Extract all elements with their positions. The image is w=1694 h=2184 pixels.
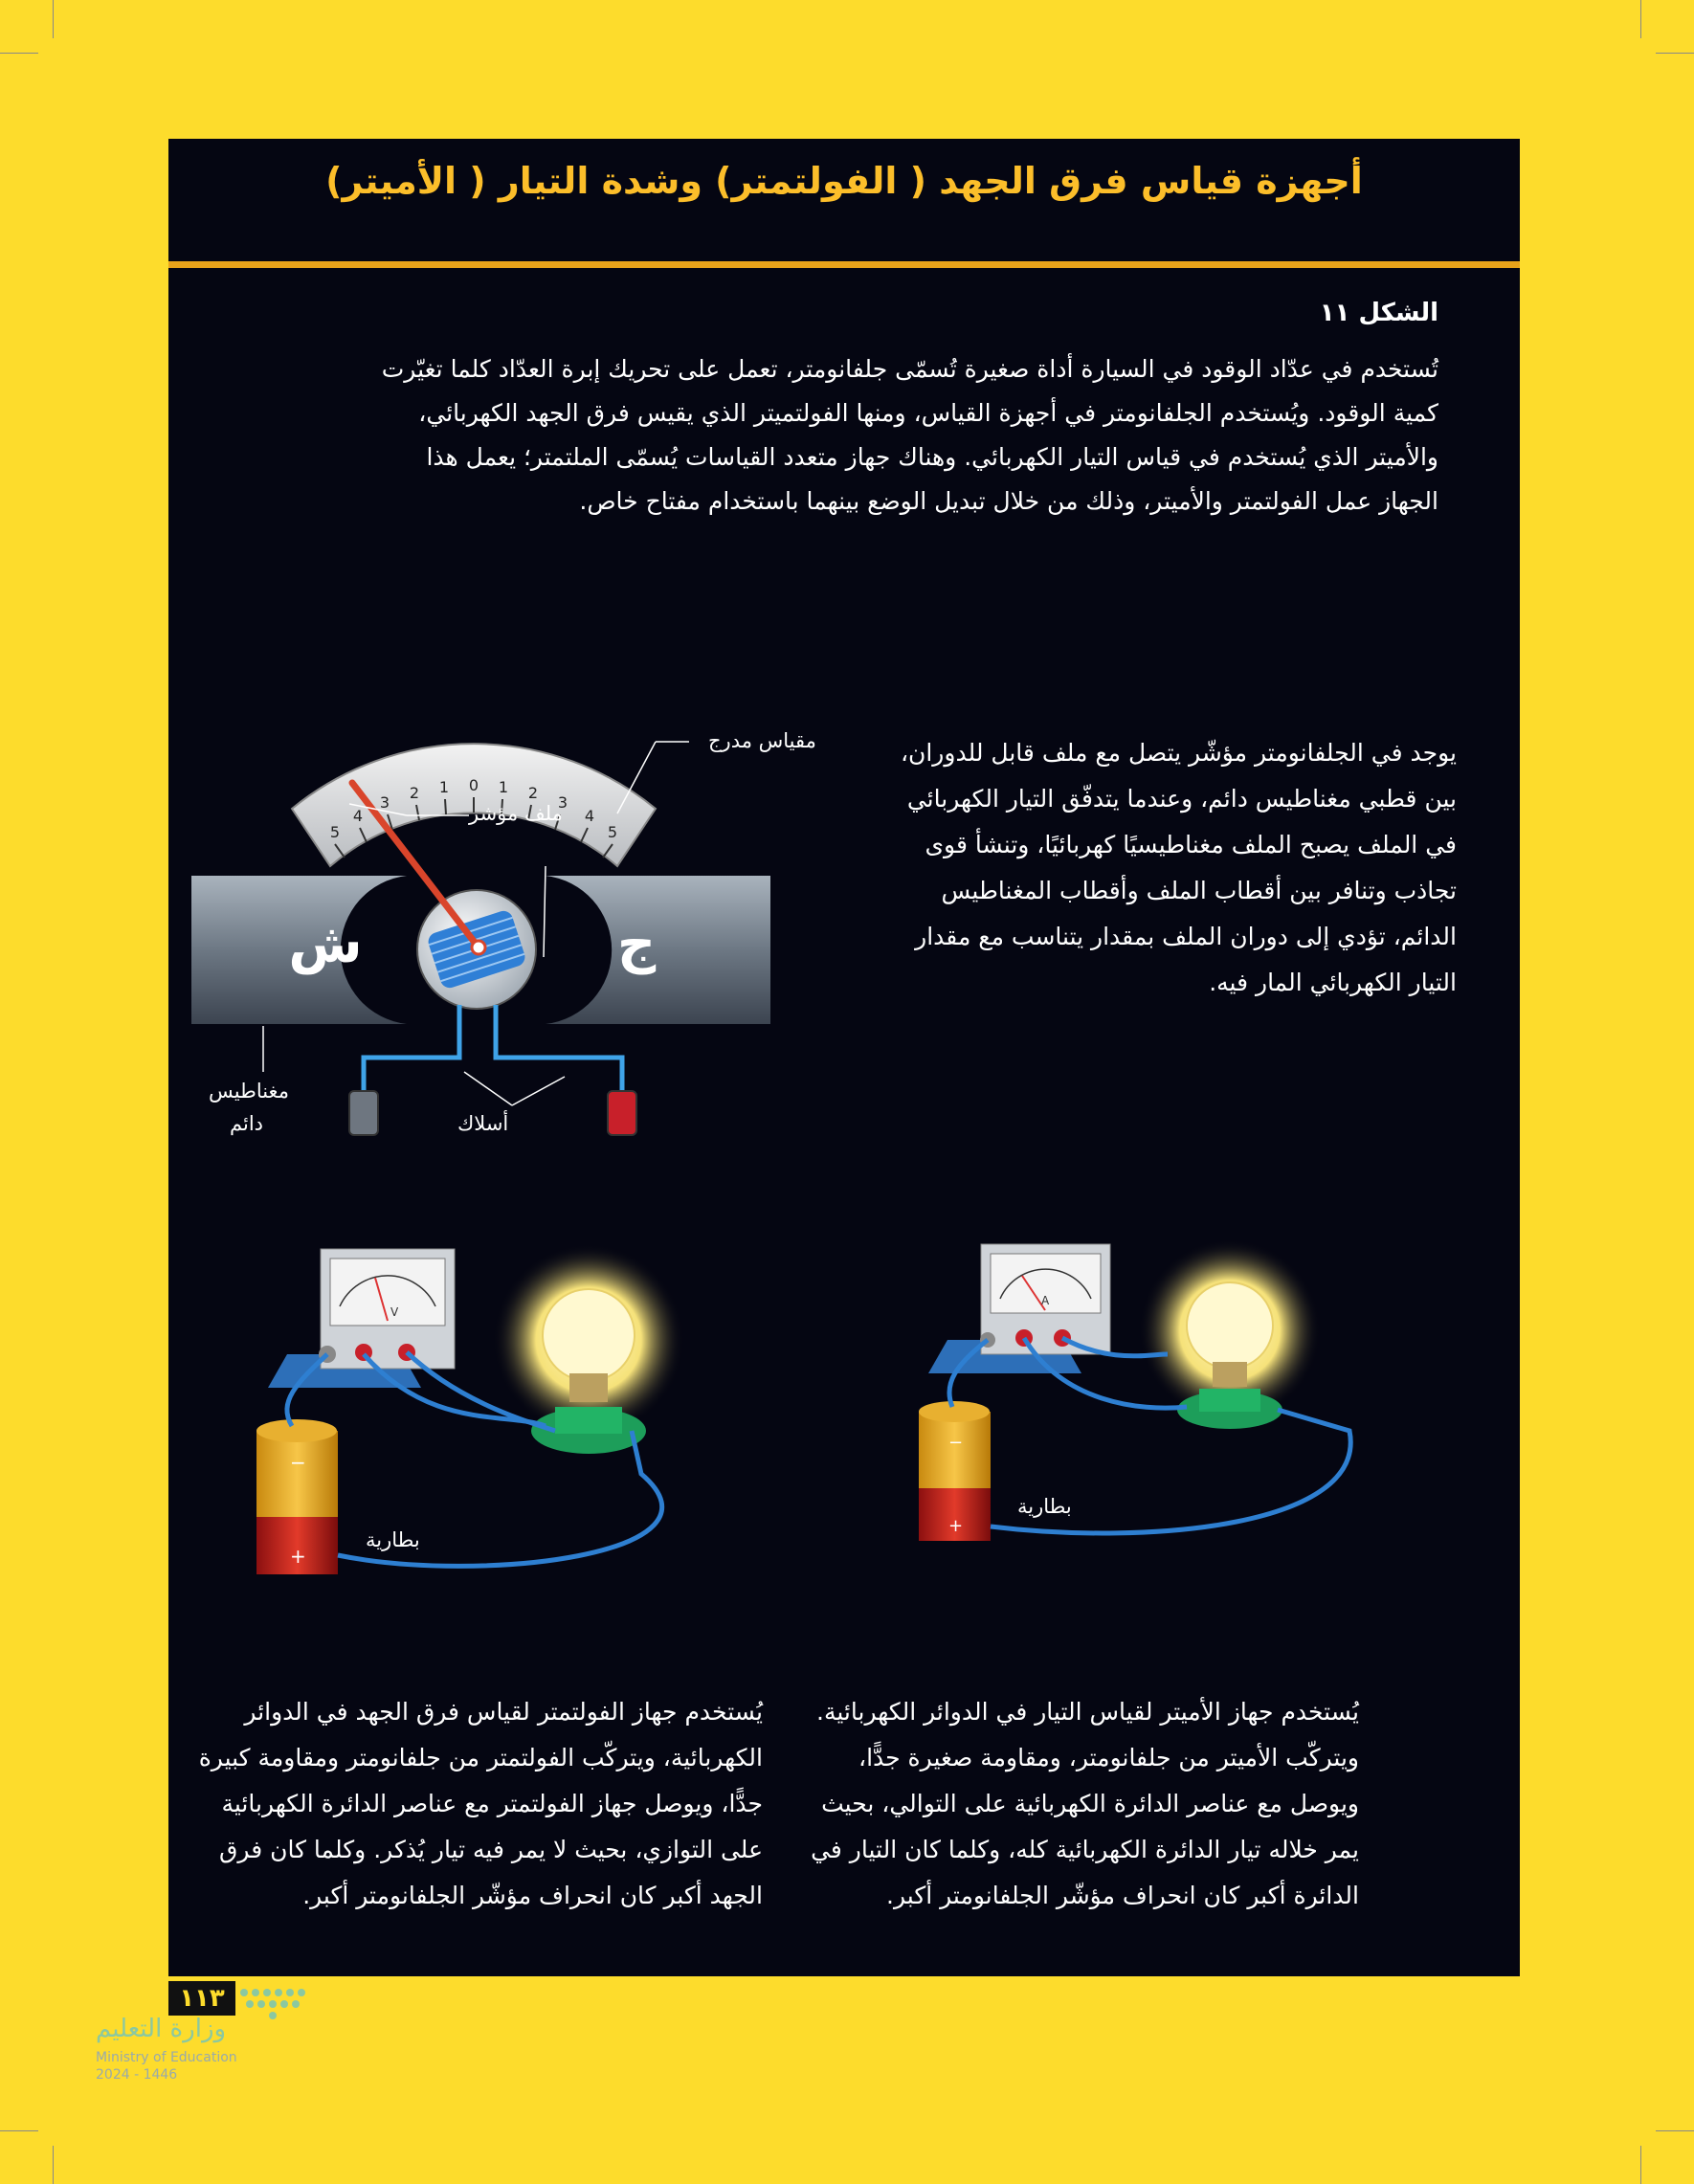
scale-tick-label: 1 bbox=[498, 778, 509, 796]
pole-label-right: ج bbox=[616, 913, 657, 975]
label-magnet-line1: مغناطيس bbox=[209, 1080, 289, 1103]
ammeter-circuit bbox=[909, 1239, 1369, 1603]
battery-minus-sign: − bbox=[290, 1451, 306, 1474]
permanent-magnet-right bbox=[546, 876, 770, 1024]
scale-tick-label: 3 bbox=[557, 793, 568, 812]
scale-tick-label: 2 bbox=[409, 784, 420, 802]
label-graduated-scale: مقياس مدرج bbox=[708, 729, 816, 752]
crop-mark bbox=[1656, 53, 1694, 54]
intro-paragraph: تُستخدم في عدّاد الوقود في السيارة أداة صغيرة تُسمّى جلفانومتر، تعمل على تحريك إبرة العدّاد كلما تغيّرت كمية الوقود. ويُستخدم الجلفانومتر في أجهزة القياس، ومنها الفولتميتر الذي يقيس فرق الجهد الكهربائي، والأميتر الذي يُستخدم في قياس التيار الكهربائي. وهناك جهاز متعدد القياسات يُسمّى الملتمتر؛ يعمل هذا الجهاز عمل الفولتمتر والأميتر، وذلك من خلال تبديل الوضع بينهما باستخدام مفتاح خاص. bbox=[381, 355, 1438, 515]
label-magnet-line2: دائم bbox=[230, 1112, 264, 1135]
light-bulb bbox=[543, 1289, 635, 1381]
terminal-positive bbox=[608, 1091, 636, 1135]
label-battery-voltmeter: بطارية bbox=[366, 1528, 420, 1551]
crop-mark bbox=[53, 2146, 54, 2184]
ammeter-paragraph: يُستخدم جهاز الأميتر لقياس التيار في الدوائر الكهربائية. ويتركّب الأميتر من جلفانومتر، ومقاومة صغيرة جدًّا، ويوصل مع عناصر الدائرة الكهربائية على التوالي، بحيث يمر خلاله تيار الدائرة الكهربائية كله، وكلما كان التيار في الدائرة أكبر كان انحراف مؤشّر الجلفانومتر أكبر. bbox=[811, 1698, 1359, 1909]
light-bulb bbox=[1187, 1282, 1273, 1369]
voltmeter-circuit bbox=[239, 1239, 737, 1622]
title-divider bbox=[168, 261, 1520, 268]
page-number: ١١٣ bbox=[168, 1981, 235, 2016]
crop-mark bbox=[1640, 2146, 1641, 2184]
voltmeter-letter: V bbox=[390, 1305, 399, 1319]
pole-label-left: ش bbox=[288, 913, 363, 975]
label-coil-pointer: ملف مؤشر bbox=[469, 802, 563, 825]
ministry-dots-logo bbox=[234, 1983, 321, 2021]
battery-plus-sign: + bbox=[948, 1516, 964, 1536]
edition-year: 2024 - 1446 bbox=[96, 2067, 178, 2083]
crop-mark bbox=[1640, 0, 1641, 38]
ammeter-letter: A bbox=[1041, 1294, 1050, 1307]
voltmeter-dial bbox=[330, 1259, 445, 1326]
scale-tick-label: 0 bbox=[468, 776, 479, 794]
label-battery-ammeter: بطارية bbox=[1017, 1495, 1072, 1518]
scale-tick-label: 5 bbox=[607, 823, 618, 841]
battery-plus-sign: + bbox=[290, 1545, 306, 1568]
galvanometer-paragraph: يوجد في الجلفانومتر مؤشّر يتصل مع ملف قابل للدوران، بين قطبي مغناطيس دائم، وعندما يتدفّق التيار الكهربائي في الملف يصبح الملف مغناطيسيًا كهربائيًا، وتنشأ قوى تجاذب وتنافر بين أقطاب الملف وأقطاب المغناطيس الدائم، تؤدي إلى دوران الملف بمقدار يتناسب مع مقدار التيار الكهربائي المار فيه. bbox=[900, 739, 1457, 996]
crop-mark bbox=[0, 53, 38, 54]
crop-mark bbox=[0, 2130, 38, 2131]
figure-label: الشكل ١١ bbox=[1319, 299, 1438, 327]
battery-top bbox=[256, 1431, 338, 1517]
ministry-name-arabic: وزارة التعليم bbox=[96, 2015, 227, 2043]
label-wires: أسلاك bbox=[457, 1112, 509, 1135]
scale-tick-label: 4 bbox=[584, 807, 595, 825]
crop-mark bbox=[1656, 2130, 1694, 2131]
page-title: أجهزة قياس فرق الجهد ( الفولتمتر) وشدة التيار ( الأميتر) bbox=[325, 160, 1363, 202]
scale-tick-label: 1 bbox=[438, 778, 450, 796]
scale-tick-label: 2 bbox=[527, 784, 539, 802]
crop-mark bbox=[53, 0, 54, 38]
scale-tick-label: 3 bbox=[379, 793, 390, 812]
scale-tick-label: 5 bbox=[329, 823, 341, 841]
voltmeter-paragraph: يُستخدم جهاز الفولتمتر لقياس فرق الجهد في الدوائر الكهربائية، ويتركّب الفولتمتر من جلفانومتر ومقاومة كبيرة جدًّا، ويوصل جهاز الفولتمتر مع عناصر الدائرة الكهربائية على التوازي، بحيث لا يمر فيه تيار يُذكر. وكلما كان فرق الجهد أكبر كان انحراف مؤشّر الجلفانومتر أكبر. bbox=[198, 1698, 763, 1909]
battery-minus-sign: − bbox=[948, 1433, 964, 1453]
terminal-negative bbox=[349, 1091, 378, 1135]
scale-tick-label: 4 bbox=[352, 807, 364, 825]
ministry-name-english: Ministry of Education bbox=[96, 2050, 237, 2065]
